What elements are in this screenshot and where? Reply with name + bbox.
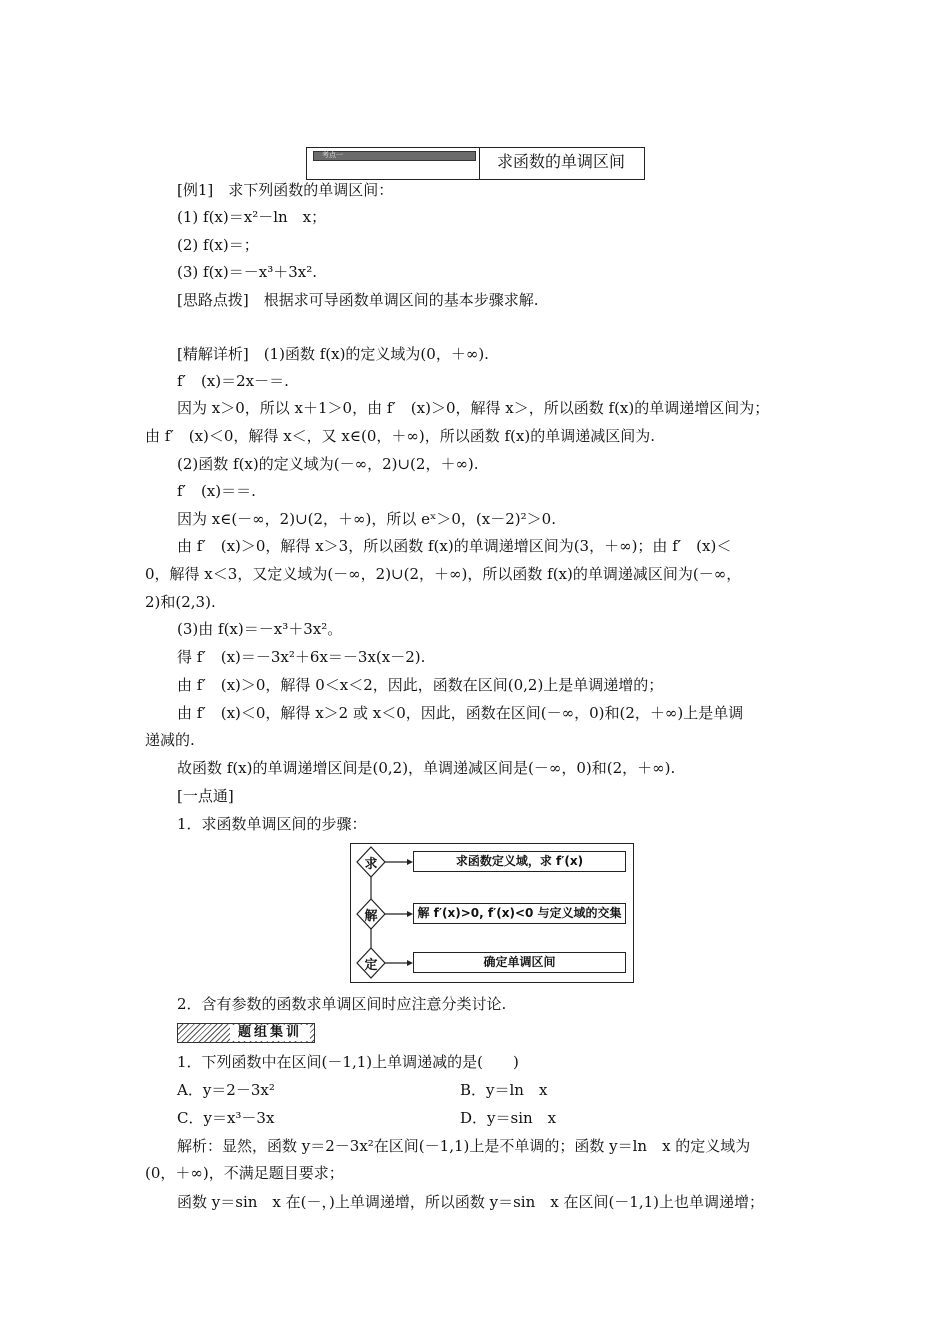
steps-flow-diagram — [350, 843, 634, 983]
section-header-bar — [313, 151, 476, 161]
flow-step-box: 确定单调区间 — [413, 952, 626, 973]
solution-line: 2)和(2,3). — [145, 593, 216, 611]
option-b: B．y＝ln x — [460, 1081, 548, 1099]
section-header-bar-label: 考点一 — [322, 151, 343, 159]
solution-line: 递减的. — [145, 731, 195, 749]
problem-1: (1) f(x)＝x²－ln x； — [177, 208, 327, 226]
section-header — [306, 147, 645, 180]
flow-step-box: 求函数定义域，求 f′(x) — [413, 851, 626, 872]
solution-line: 由 f′ (x)＜0，解得 x＞2 或 x＜0，因此，函数在区间(－∞，0)和(2，＋∞)上是单调 — [177, 704, 744, 722]
problem-2: (2) f(x)＝； — [177, 236, 259, 254]
flow-tag: 求 — [364, 857, 378, 872]
solution-line: f′ (x)＝＝. — [177, 482, 256, 500]
option-d: D．y＝sin x — [460, 1109, 557, 1127]
problem-3: (3) f(x)＝－x³＋3x². — [177, 263, 317, 281]
tips-note: 2．含有参数的函数求单调区间时应注意分类讨论. — [177, 995, 507, 1013]
exercise-question: 1．下列函数中在区间(－1,1)上单调递减的是( ) — [177, 1053, 519, 1071]
solution-heading: [精解详析] (1)函数 f(x)的定义域为(0，＋∞). — [177, 345, 489, 363]
tips-heading: [一点通] — [177, 787, 234, 805]
flow-tag: 定 — [364, 958, 378, 973]
tips-step-title: 1．求函数单调区间的步骤： — [177, 815, 367, 833]
solution-line: 因为 x∈(－∞，2)∪(2，＋∞)，所以 eˣ＞0，(x－2)²＞0. — [177, 510, 556, 528]
conclusion-line: 故函数 f(x)的单调递增区间是(0,2)，单调递减区间是(－∞，0)和(2，＋∞). — [177, 759, 676, 777]
section-header-left — [307, 148, 480, 179]
hint-line: [思路点拨] 根据求可导函数单调区间的基本步骤求解. — [177, 291, 539, 309]
flow-step-box: 解 f′(x)>0, f′(x)<0 与定义域的交集 — [413, 903, 626, 924]
solution-line: 因为 x＞0，所以 x＋1＞0，由 f′ (x)＞0，解得 x＞，所以函数 f(x)的单调递增区间为； — [177, 399, 770, 417]
solution-line: (3)由 f(x)＝－x³＋3x²。 — [177, 620, 343, 638]
group-training-banner — [177, 1023, 315, 1043]
solution-line: (2)函数 f(x)的定义域为(－∞，2)∪(2，＋∞). — [177, 455, 479, 473]
analysis-line: 解析：显然，函数 y＝2－3x²在区间(－1,1)上是不单调的；函数 y＝ln x 的定义域为 — [177, 1137, 751, 1155]
solution-line: 由 f′ (x)＞0，解得 x＞3，所以函数 f(x)的单调递增区间为(3，＋∞)；由 f′ (x)＜ — [177, 537, 732, 555]
solution-line: 得 f′ (x)＝－3x²＋6x＝－3x(x－2). — [177, 648, 426, 666]
solution-line: 由 f′ (x)＜0，解得 x＜，又 x∈(0，＋∞)，所以函数 f(x)的单调递减区间为. — [145, 427, 655, 445]
section-title: 求函数的单调区间 — [497, 152, 626, 171]
flow-tag: 解 — [364, 909, 378, 924]
option-a: A．y＝2－3x² — [177, 1081, 275, 1099]
solution-line: 由 f′ (x)＞0，解得 0＜x＜2，因此，函数在区间(0,2)上是单调递增的； — [177, 676, 664, 694]
option-c: C．y＝x³－3x — [177, 1109, 275, 1127]
solution-line: f′ (x)＝2x－＝. — [177, 372, 289, 390]
example-heading: [例1] 求下列函数的单调区间： — [177, 181, 394, 199]
analysis-line: 函数 y＝sin x 在(－，)上单调递增，所以函数 y＝sin x 在区间(－1,1)上也单调递增； — [177, 1193, 765, 1211]
analysis-line: (0，＋∞)，不满足题目要求； — [145, 1164, 344, 1182]
banner-label: 题组集训 — [230, 1025, 310, 1041]
solution-line: 0，解得 x＜3，又定义域为(－∞，2)∪(2，＋∞)，所以函数 f(x)的单调递减区间为(－∞， — [145, 565, 742, 583]
